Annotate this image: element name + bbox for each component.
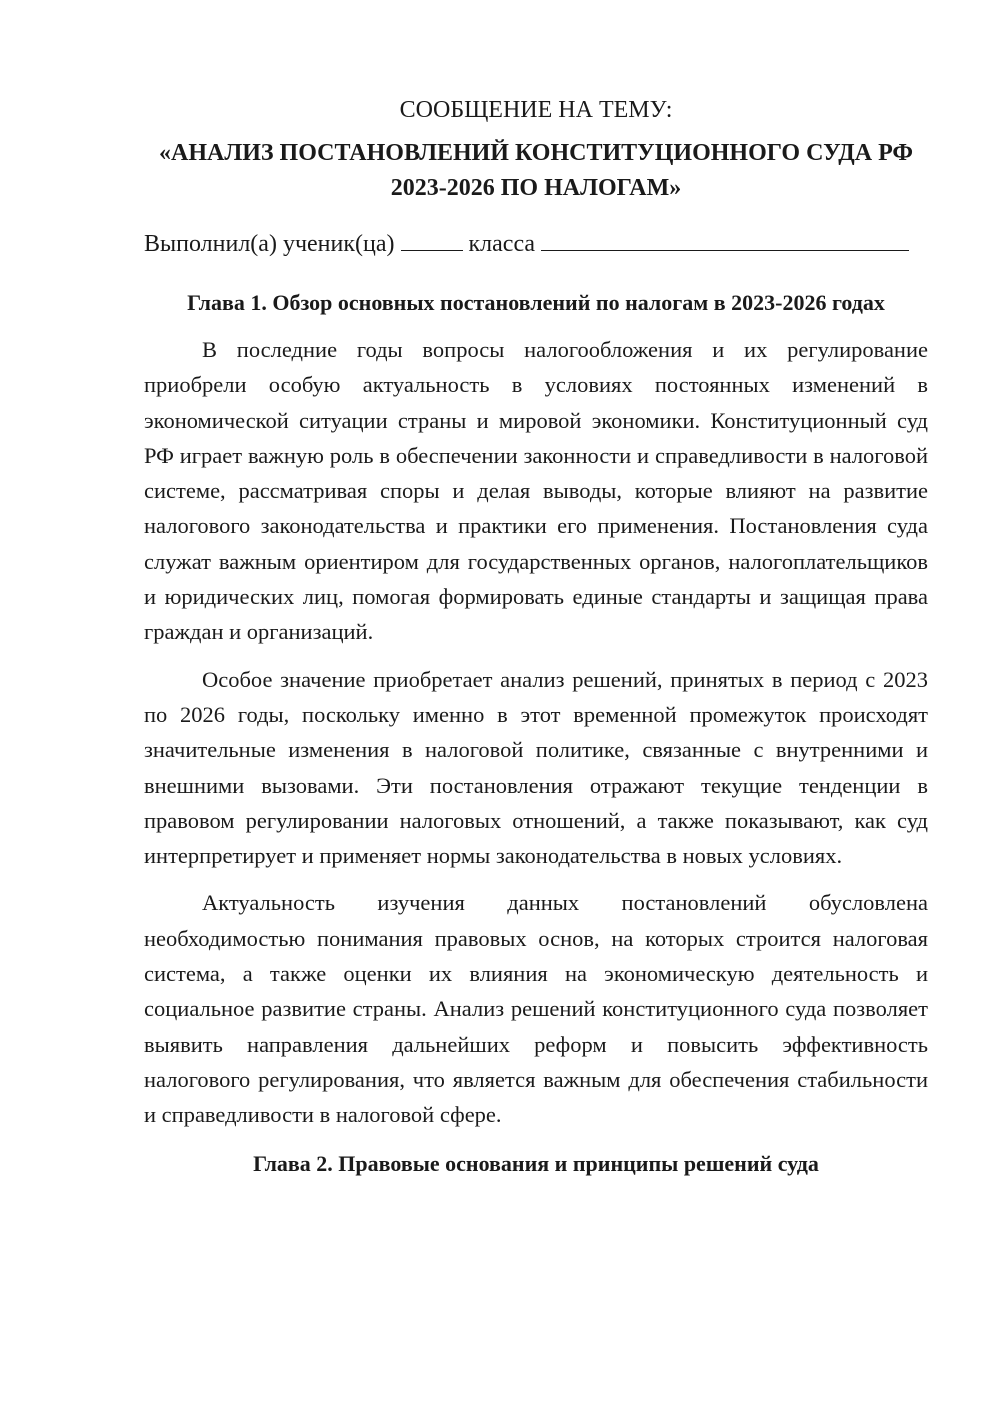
author-line [144, 226, 928, 262]
document-title-line-1: «АНАЛИЗ ПОСТАНОВЛЕНИЙ КОНСТИТУЦИОННОГО СУДА РФ [158, 140, 913, 166]
author-prefix: Выполнил(а) ученик(ца) [144, 231, 395, 257]
author-class-label: класса [468, 231, 536, 257]
chapter-1-paragraph-1: В последние годы вопросы налогообложения и их регулирование приобрели особую актуальность в условиях постоянных изменений в экономической ситуации страны и мировой экономики. Конституционный суд РФ играет важную роль в обеспечении законности и справедливости в налоговой системе, рассматривая споры и делая выводы, которые влияют на развитие налогового законодательства и практики его применения. Постановления суда служат важным ориентиром для государственных органов, налогоплательщиков и юридических лиц, помогая формировать единые стандарты и защищая права граждан и организаций. [144, 337, 928, 645]
chapter-1-paragraph-2: Особое значение приобретает анализ решений, принятых в период с 2023 по 2026 годы, поскольку именно в этот временной промежуток происходят значительные изменения в налоговой политике, связанные с внутренними и внешними вызовами. Эти постановления отражают текущие тенденции в правовом регулировании налоговых отношений, а также показывают, как суд интерпретирует и применяет нормы законодательства в новых условиях. [144, 666, 928, 869]
class-number-blank [401, 228, 463, 251]
document-title [144, 136, 928, 206]
document-title-line-2: 2023-2026 ПО НАЛОГАМ» [390, 175, 682, 201]
chapter-2-heading: Глава 2. Правовые основания и принципы решений суда [253, 1150, 819, 1176]
document-topic: СООБЩЕНИЕ НА ТЕМУ: [399, 97, 673, 123]
student-name-blank [541, 228, 909, 251]
chapter-1-paragraph-3: Актуальность изучения данных постановлений обусловлена необходимостью понимания правовых основ, на которых строится налоговая система, а также оценки их влияния на экономическую деятельность и социальное развитие страны. Анализ решений конституционного суда позволяет выявить направления дальнейших реформ и повысить эффективность налогового регулирования, что является важным для обеспечения стабильности и справедливости в налоговой сфере. [144, 890, 928, 1128]
chapter-1-heading: Глава 1. Обзор основных постановлений по налогам в 2023-2026 годах [187, 290, 885, 315]
